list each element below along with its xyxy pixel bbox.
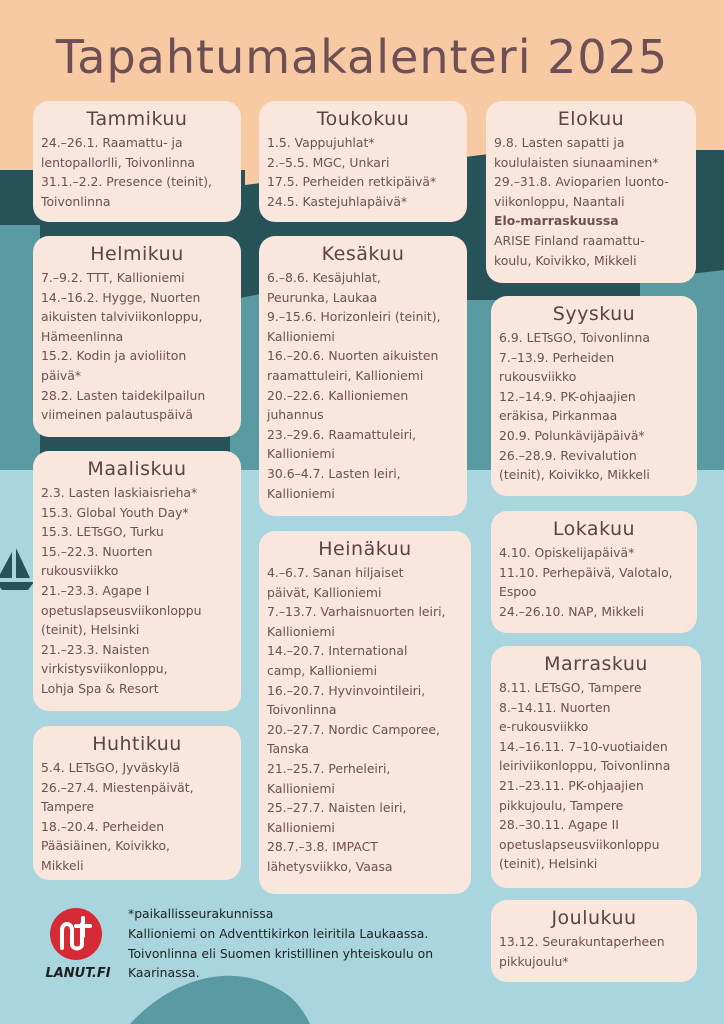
event-line: 24.–26.1. Raamattu- ja: [41, 135, 183, 150]
month-card-syyskuu: [491, 296, 697, 496]
page-title: Tapahtumakalenteri 2025: [55, 30, 669, 84]
event-line: koulu, Koivikko, Mikkeli: [494, 252, 637, 268]
event-line: ARISE Finland raamattu-: [494, 232, 645, 248]
event-line: 15.3. Global Youth Day*: [41, 504, 189, 520]
event-line: 2.3. Lasten laskiaisrieha*: [41, 485, 198, 500]
month-heading: Tammikuu: [86, 108, 188, 130]
event-line: 7.–9.2. TTT, Kallioniemi: [41, 270, 185, 285]
event-line: lähetysviikko, Vaasa: [267, 858, 393, 874]
month-card-marraskuu: [491, 646, 701, 888]
event-line: opetuslapseusviikonloppu: [41, 602, 202, 618]
event-line: 8.11. LETsGO, Tampere: [499, 680, 642, 695]
event-line: 17.5. Perheiden retkipäivä*: [267, 174, 437, 190]
event-line: Kallioniemi: [267, 485, 335, 501]
event-line: virkistysviikonloppu,: [41, 661, 168, 677]
event-line: lentopallorlli, Toivonlinna: [41, 154, 196, 170]
footnote-line: Kallioniemi on Adventtikirkon leiritila Laukaassa.: [128, 925, 429, 941]
month-heading: Kesäkuu: [321, 243, 405, 265]
event-line: e-rukousviikko: [499, 719, 589, 735]
event-line: Tanska: [267, 741, 309, 757]
event-line: Kallioniemi: [267, 328, 335, 344]
event-line: rukousviikko: [499, 369, 577, 385]
event-line: (teinit), Helsinki: [499, 856, 598, 872]
event-line: 21.–23.3. Agape I: [41, 582, 150, 598]
event-line: raamattuleiri, Kallioniemi: [267, 367, 424, 383]
month-card-huhtikuu: [33, 726, 241, 880]
month-heading: Syyskuu: [552, 303, 636, 325]
footnote-line: Toivonlinna eli Suomen kristillinen yhteiskoulu on: [128, 945, 434, 961]
event-line: leiriviikonloppu, Toivonlinna: [499, 758, 671, 774]
event-line: Lohja Spa & Resort: [41, 680, 159, 696]
event-line: pikkujoulu*: [499, 953, 569, 969]
month-card-tammikuu: [33, 101, 241, 222]
event-line: koululaisten siunaaminen*: [494, 154, 659, 170]
event-line: 28.–30.11. Agape II: [499, 817, 619, 833]
event-line: 15.2. Kodin ja avioliiton: [41, 348, 187, 364]
event-line: (teinit), Koivikko, Mikkeli: [499, 467, 650, 483]
event-line: 23.–29.6. Raamattuleiri,: [267, 426, 417, 442]
event-line: viikonloppu, Naantali: [494, 193, 625, 209]
event-line: (teinit), Helsinki: [41, 622, 140, 638]
month-heading: Heinäkuu: [318, 538, 412, 560]
event-line: Espoo: [499, 584, 537, 600]
event-line: eräkisa, Pirkanmaa: [499, 408, 618, 424]
event-line: 14.–16.2. Hygge, Nuorten: [41, 289, 201, 305]
event-line: 6.9. LETsGO, Toivonlinna: [499, 330, 650, 345]
event-line: Kallioniemi: [267, 780, 335, 796]
event-line: pikkujoulu, Tampere: [499, 797, 624, 813]
event-line: 26.–27.4. Miestenpäivät,: [41, 779, 194, 795]
event-line: 1.5. Vappujuhlat*: [267, 135, 375, 150]
month-heading: Joulukuu: [551, 907, 637, 929]
event-line: Tampere: [41, 799, 95, 815]
event-line: Pääsiäinen, Koivikko,: [41, 838, 170, 854]
event-line: camp, Kallioniemi: [267, 662, 378, 678]
month-heading: Toukokuu: [316, 108, 410, 130]
event-line: viimeinen palautuspäivä: [41, 407, 193, 423]
event-line: Kallioniemi: [267, 623, 335, 639]
event-line: 8.–14.11. Nuorten: [499, 699, 611, 715]
event-line: Peurunka, Laukaa: [267, 289, 378, 305]
event-line: juhannus: [267, 407, 324, 423]
event-line: 21.–23.11. PK-ohjaajien: [499, 777, 644, 793]
event-line: 4.–6.7. Sanan hiljaiset: [267, 565, 404, 580]
event-line: 18.–20.4. Perheiden: [41, 818, 165, 834]
event-line: 15.3. LETsGO, Turku: [41, 524, 164, 540]
event-line: opetuslapseusviikonloppu: [499, 836, 660, 852]
month-card-heinakuu: [259, 531, 471, 894]
footnote: [128, 904, 488, 983]
event-line: 7.–13.9. Perheiden: [499, 349, 615, 365]
event-line: 14.–20.7. International: [267, 643, 408, 659]
month-heading: Lokakuu: [552, 518, 636, 540]
event-line: 21.–25.7. Perheleiri,: [267, 760, 391, 776]
month-card-lokakuu: [491, 511, 697, 633]
event-line: 16.–20.6. Nuorten aikuisten: [267, 348, 439, 364]
month-card-helmikuu: [33, 236, 241, 437]
month-heading: Maaliskuu: [87, 458, 187, 480]
event-line: 21.–23.3. Naisten: [41, 641, 150, 657]
event-line: 13.12. Seurakuntaperheen: [499, 934, 665, 949]
event-line: 24.5. Kastejuhlapäivä*: [267, 193, 408, 209]
event-line: 9.–15.6. Horizonleiri (teinit),: [267, 309, 441, 325]
event-line: 12.–14.9. PK-ohjaajien: [499, 388, 636, 404]
event-line: 5.4. LETsGO, Jyväskylä: [41, 760, 180, 775]
event-line: 11.10. Perhepäivä, Valotalo,: [499, 564, 673, 580]
event-line: päivä*: [41, 367, 82, 383]
event-line: 28.7.–3.8. IMPACT: [267, 839, 378, 855]
event-line: 20.–22.6. Kallioniemen: [267, 387, 409, 403]
month-card-joulukuu: [491, 900, 697, 982]
event-line: 26.–28.9. Revivalution: [499, 447, 637, 463]
event-line: 31.1.–2.2. Presence (teinit),: [41, 174, 212, 190]
event-line: Hämeenlinna: [41, 328, 124, 344]
event-line: 30.6–4.7. Lasten leiri,: [267, 465, 401, 481]
footnote-line: *paikallisseurakunnissa: [128, 906, 274, 921]
event-subheading: Elo-marraskuussa: [494, 213, 619, 229]
event-line: 29.–31.8. Avioparien luonto-: [494, 174, 669, 190]
event-line: 24.–26.10. NAP, Mikkeli: [499, 603, 644, 619]
event-line: 20.–27.7. Nordic Camporee,: [267, 721, 440, 737]
event-line: 14.–16.11. 7–10-vuotiaiden: [499, 738, 668, 754]
event-line: 20.9. Polunkävijäpäivä*: [499, 427, 645, 443]
event-line: Kallioniemi: [267, 819, 335, 835]
event-line: 6.–8.6. Kesäjuhlat,: [267, 270, 381, 285]
event-line: Toivonlinna: [267, 702, 337, 718]
event-line: Toivonlinna: [41, 193, 111, 209]
month-heading: Elokuu: [557, 108, 625, 130]
event-line: 2.–5.5. MGC, Unkari: [267, 154, 390, 170]
month-heading: Marraskuu: [544, 653, 648, 675]
event-line: 4.10. Opiskelijapäivä*: [499, 545, 635, 560]
event-line: aikuisten talviviikonloppu,: [41, 309, 203, 325]
event-line: rukousviikko: [41, 563, 119, 579]
month-card-kesakuu: [259, 236, 467, 516]
month-card-elokuu: [486, 101, 696, 283]
event-line: Mikkeli: [41, 857, 84, 873]
month-heading: Huhtikuu: [92, 733, 182, 755]
event-line: 28.2. Lasten taidekilpailun: [41, 387, 206, 403]
logo-text: LANUT.FI: [45, 966, 111, 981]
event-line: 16.–20.7. Hyvinvointileiri,: [267, 682, 426, 698]
event-line: 25.–27.7. Naisten leiri,: [267, 800, 407, 816]
event-line: Kallioniemi: [267, 446, 335, 462]
month-card-maaliskuu: [33, 451, 241, 711]
event-line: päivät, Kallioniemi: [267, 584, 382, 600]
footnote-line: Kaarinassa.: [128, 965, 200, 981]
month-card-toukokuu: [259, 101, 467, 222]
event-line: 15.–22.3. Nuorten: [41, 543, 153, 559]
event-line: 7.–13.7. Varhaisnuorten leiri,: [267, 604, 446, 620]
month-heading: Helmikuu: [90, 243, 184, 265]
event-line: 9.8. Lasten sapatti ja: [494, 135, 625, 150]
